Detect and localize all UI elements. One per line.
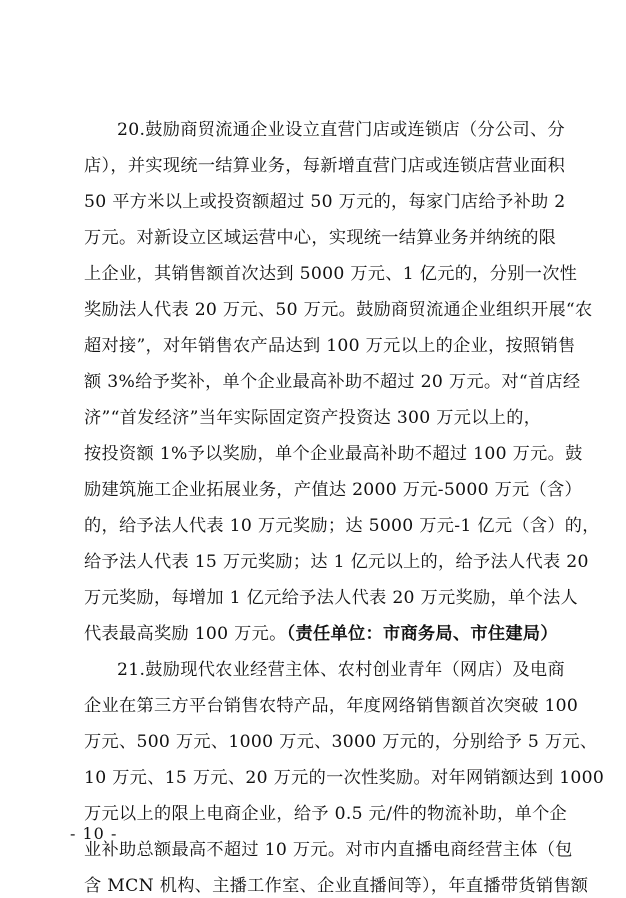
- para-20-line-6: 奖励法人代表 20 万元、50 万元。鼓励商贸流通企业组织开展“农: [84, 300, 593, 320]
- para-21-line-2: 企业在第三方平台销售农特产品，年度网络销售额首次突破 100: [84, 696, 579, 716]
- page-number: - 10 -: [70, 824, 118, 843]
- responsibility-note: （责任单位：市商务局、市住建局）: [286, 624, 558, 644]
- para-21-line-1: 21.鼓励现代农业经营主体、农村创业青年（网店）及电商: [117, 660, 565, 680]
- para-20-line-2: 店），并实现统一结算业务，每新增直营门店或连锁店营业面积: [84, 156, 566, 176]
- para-20-line-3: 50 平方米以上或投资额超过 50 万元的，每家门店给予补助 2: [84, 192, 566, 212]
- para-20-closing-text: 代表最高奖励 100 万元。: [84, 624, 287, 644]
- para-20-line-13: 给予法人代表 15 万元奖励；达 1 亿元以上的，给予法人代表 20: [84, 552, 589, 572]
- para-20-line-4: 万元。对新设立区域运营中心，实现统一结算业务并纳统的限: [84, 228, 557, 248]
- para-20-line-1: 20.鼓励商贸流通企业设立直营门店或连锁店（分公司、分: [117, 120, 565, 140]
- para-20-line-11: 励建筑施工企业拓展业务，产值达 2000 万元-5000 万元（含）: [84, 480, 583, 500]
- para-21-line-4: 10 万元、15 万元、20 万元的一次性奖励。对年网销额达到 1000: [84, 768, 605, 788]
- para-20-line-12: 的，给予法人代表 10 万元奖励；达 5000 万元-1 亿元（含）的，: [84, 516, 600, 536]
- para-20-line-9: 济”“首发经济”当年实际固定资产投资达 300 万元以上的，: [84, 408, 542, 428]
- para-21-line-7: 含 MCN 机构、主播工作室、企业直播间等），年直播带货销售额: [84, 876, 589, 896]
- para-20-line-14: 万元奖励，每增加 1 亿元给予法人代表 20 万元奖励，单个法人: [84, 588, 578, 608]
- para-21-line-3: 万元、500 万元、1000 万元、3000 万元的，分别给予 5 万元、: [84, 732, 598, 752]
- para-20-line-10: 按投资额 1%予以奖励，单个企业最高补助不超过 100 万元。鼓: [84, 444, 583, 464]
- para-21-line-5: 万元以上的限上电商企业，给予 0.5 元/件的物流补助，单个企: [84, 804, 568, 824]
- para-20-line-5: 上企业，其销售额首次达到 5000 万元、1 亿元的，分别一次性: [84, 264, 578, 284]
- para-21-line-6: 业补助总额最高不超过 10 万元。对市内直播电商经营主体（包: [84, 840, 573, 860]
- para-20-line-8: 额 3%给予奖补，单个企业最高补助不超过 20 万元。对“首店经: [84, 372, 581, 392]
- para-20-line-15: [84, 622, 558, 646]
- para-20-line-7: 超对接”，对年销售农产品达到 100 万元以上的企业，按照销售: [84, 336, 576, 356]
